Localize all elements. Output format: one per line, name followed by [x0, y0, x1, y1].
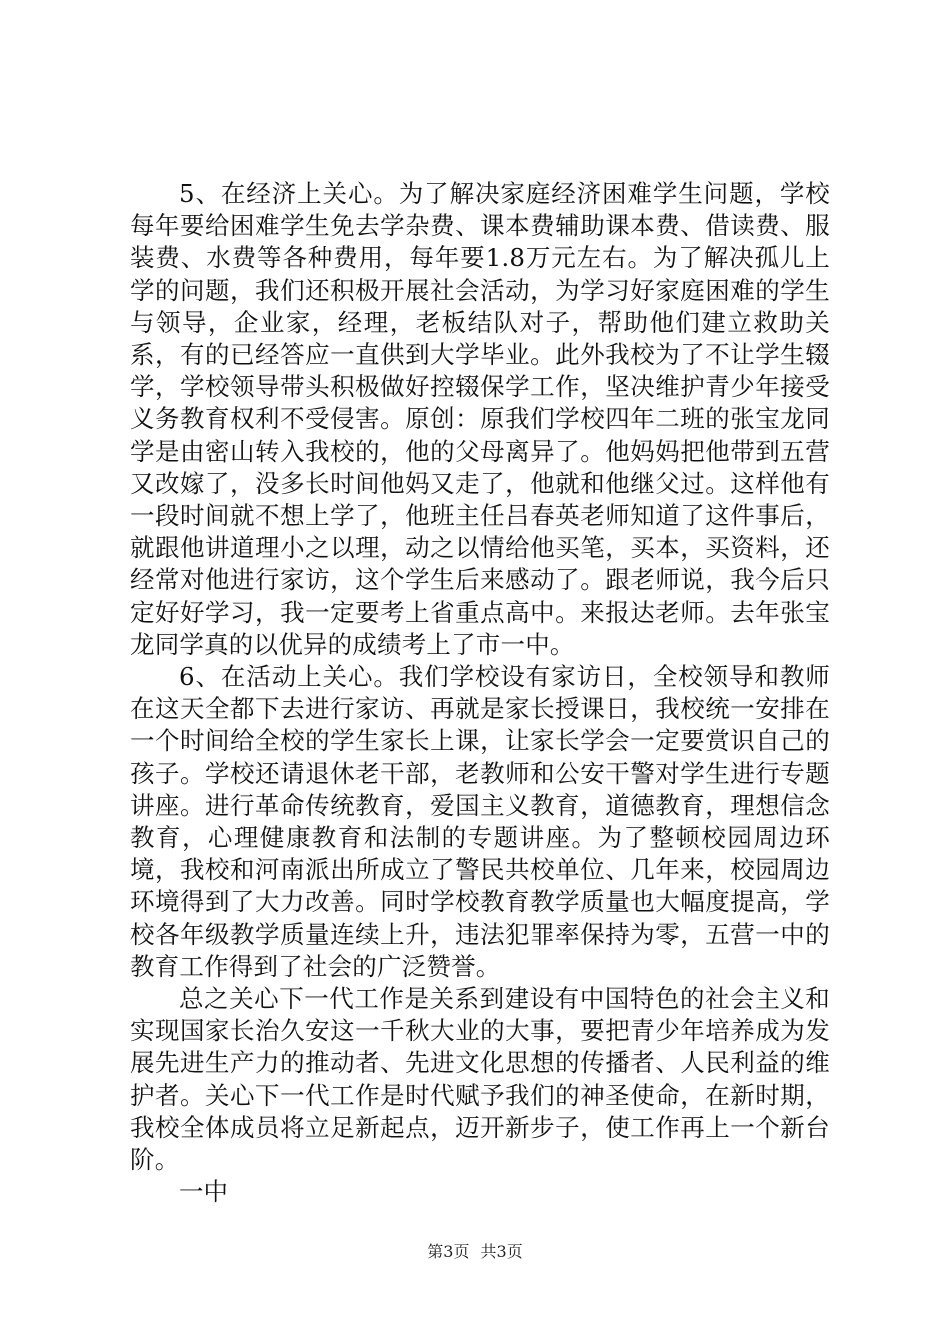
page-number-current: 第3页 [427, 1242, 470, 1261]
signature: 一中 [179, 1177, 228, 1207]
page-number-total: 共3页 [480, 1242, 523, 1261]
document-body [130, 178, 830, 1209]
paragraph-conclusion: 总之关心下一代工作是关系到建设有中国特色的社会主义和实现国家长治久安这一千秋大业的大事，要把青少年培养成为发展先进生产力的推动者、先进文化思想的传播者、人民利益的维护者。关心下一代工作是时代赋予我们的神圣使命，在新时期，我校全体成员将立足新起点，迈开新步子，使工作再上一个新台阶。 [130, 984, 830, 1175]
page-footer [0, 1242, 950, 1262]
paragraph-activity-care: 6、在活动上关心。我们学校设有家访日，全校领导和教师在这天全都下去进行家访、再就是家长授课日，我校统一安排在一个时间给全校的学生家长上课，让家长学会一定要赏识自己的孩子。学校还请退休老干部，老教师和公安干警对学生进行专题讲座。进行革命传统教育，爱国主义教育，道德教育，理想信念教育，心理健康教育和法制的专题讲座。为了整顿校园周边环境，我校和河南派出所成立了警民共校单位、几年来，校园周边环境得到了大力改善。同时学校教育教学质量也大幅度提高，学校各年级教学质量连续上升，违法犯罪率保持为零，五营一中的教育工作得到了社会的广泛赞誉。 [130, 662, 830, 981]
paragraph-economic-care: 5、在经济上关心。为了解决家庭经济困难学生问题，学校每年要给困难学生免去学杂费、课本费辅助课本费、借读费、服装费、水费等各种费用，每年要1.8万元左右。为了解决孤儿上学的问题，我们还积极开展社会活动，为学习好家庭困难的学生与领导，企业家，经理，老板结队对子，帮助他们建立救助关系，有的已经答应一直供到大学毕业。此外我校为了不让学生辍学，学校领导带头积极做好控辍保学工作，坚决维护青少年接受义务教育权利不受侵害。原创：原我们学校四年二班的张宝龙同学是由密山转入我校的，他的父母离异了。他妈妈把他带到五营又改嫁了，没多长时间他妈又走了，他就和他继父过。这样他有一段时间就不想上学了，他班主任吕春英老师知道了这件事后，就跟他讲道理小之以理，动之以情给他买笔，买本，买资料，还经常对他进行家访，这个学生后来感动了。跟老师说，我今后只定好好学习，我一定要考上省重点高中。来报达老师。去年张宝龙同学真的以优异的成绩考上了市一中。 [130, 179, 830, 659]
